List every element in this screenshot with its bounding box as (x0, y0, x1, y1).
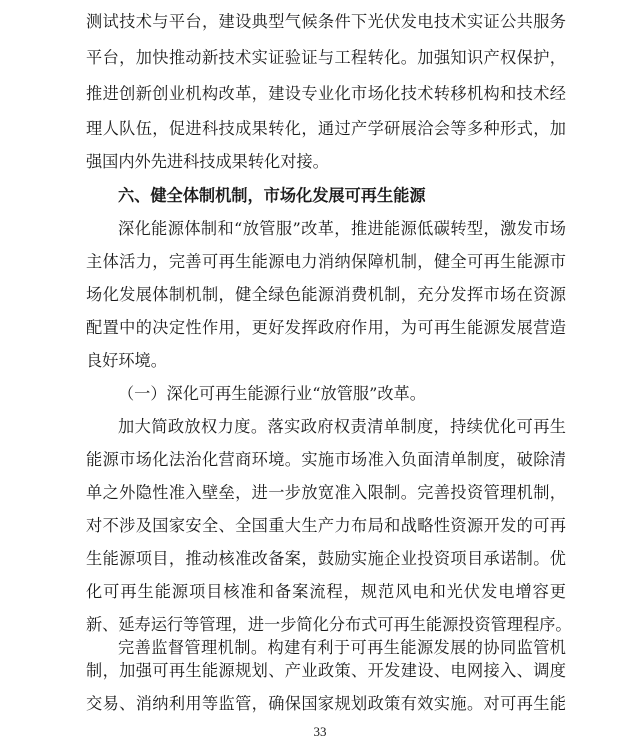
text-line: 能源市场化法治化营商环境。实施市场准入负面清单制度，破除清 (86, 450, 566, 469)
text-line: 生能源项目，推动核准改备案，鼓励实施企业投资项目承诺制。优 (86, 549, 566, 568)
text-line: 新、延寿运行等管理，进一步简化分布式可再生能源投资管理程序。 (86, 615, 572, 634)
subsection-heading: （一）深化可再生能源行业“放管服”改革。 (118, 384, 426, 403)
section-heading: 六、健全体制机制，市场化发展可再生能源 (118, 186, 426, 205)
text-line: 测试技术与平台，建设典型气候条件下光伏发电技术实证公共服务 (86, 12, 566, 31)
text-line: 对不涉及国家安全、全国重大生产力布局和战略性资源开发的可再 (86, 516, 566, 535)
text-line: 场化发展体制机制，健全绿色能源消费机制，充分发挥市场在资源 (86, 285, 566, 304)
text-line: 配置中的决定性作用，更好发挥政府作用，为可再生能源发展营造 (86, 318, 566, 337)
page-number: 33 (313, 724, 327, 739)
text-line: 加大简政放权力度。落实政府权责清单制度，持续优化可再生 (118, 417, 566, 436)
text-line: 单之外隐性准入壁垒，进一步放宽准入限制。完善投资管理机制， (86, 483, 566, 502)
text-line: 化可再生能源项目核准和备案流程，规范风电和光伏发电增容更 (86, 582, 566, 601)
text-line: 强国内外先进科技成果转化对接。 (86, 152, 329, 171)
text-line: 推进创新创业机构改革，建设专业化市场化技术转移机构和技术经 (86, 84, 566, 103)
text-line: 主体活力，完善可再生能源电力消纳保障机制，健全可再生能源市 (86, 252, 566, 271)
text-line: 良好环境。 (86, 351, 167, 370)
text-line: 平台，加快推动新技术实证验证与工程转化。加强知识产权保护， (86, 48, 566, 67)
text-line: 理人队伍，促进科技成果转化，通过产学研展洽会等多种形式，加 (86, 119, 566, 138)
text-line: 完善监督管理机制。构建有利于可再生能源发展的协同监管机 (118, 638, 566, 657)
text-line: 制，加强可再生能源规划、产业政策、开发建设、电网接入、调度 (86, 661, 566, 680)
text-line: 交易、消纳利用等监管，确保国家规划政策有效实施。对可再生能 (86, 694, 566, 713)
text-line: 深化能源体制和“放管服”改革，推进能源低碳转型，激发市场 (118, 219, 566, 238)
